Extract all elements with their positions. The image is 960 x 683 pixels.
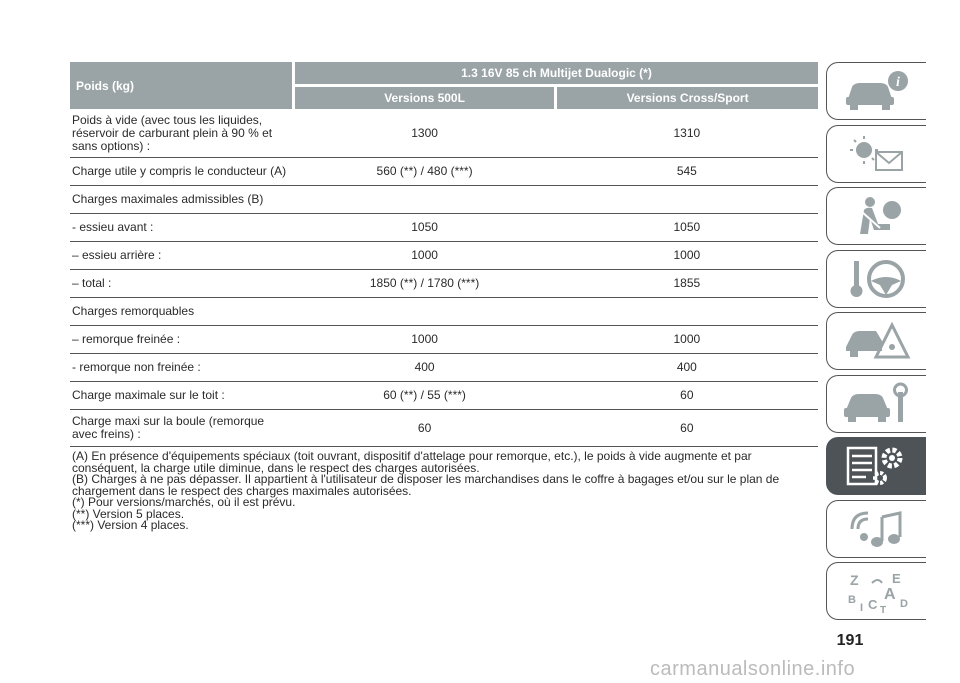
multimedia-icon [842, 507, 912, 551]
row-value-cross-sport [556, 186, 818, 214]
row-label: Charge maxi sur la boule (remorque avec freins) : [70, 410, 293, 447]
row-value-cross-sport: 1050 [556, 214, 818, 242]
row-label: - remorque non freinée : [70, 354, 293, 382]
watermark: carmanualsonline.info [650, 658, 856, 680]
table-row [70, 382, 818, 410]
row-value-cross-sport: 400 [556, 354, 818, 382]
footnotes [72, 451, 818, 532]
row-value-cross-sport: 545 [556, 158, 818, 186]
warning-lights-icon [842, 132, 912, 176]
row-value-500l: 1000 [293, 326, 555, 354]
key-steering-wheel-icon [842, 257, 912, 301]
tab-index[interactable] [826, 562, 926, 620]
table-row [70, 186, 818, 214]
row-value-500l [293, 186, 555, 214]
header-version-500l: Versions 500L [293, 86, 555, 110]
index-letter: T [879, 605, 886, 613]
header-engine: 1.3 16V 85 ch Multijet Dualogic (*) [293, 62, 818, 86]
row-value-cross-sport [556, 298, 818, 326]
tab-car-info[interactable] [826, 62, 926, 120]
row-value-cross-sport: 60 [556, 382, 818, 410]
table-row [70, 242, 818, 270]
car-info-icon [842, 69, 912, 113]
footnote-triple-star: (***) Version 4 places. [72, 518, 189, 532]
row-value-500l: 1050 [293, 214, 555, 242]
table-row [70, 298, 818, 326]
seatbelt-airbag-icon [842, 194, 912, 238]
index-letter: Z [849, 572, 859, 588]
row-value-500l: 400 [293, 354, 555, 382]
index-letter: A [883, 586, 896, 603]
index-letter: E [891, 571, 901, 586]
index-letter: C [867, 597, 877, 612]
svg-text:i: i [895, 75, 900, 90]
row-label: Charge maximale sur le toit : [70, 382, 293, 410]
tab-emergency[interactable] [826, 312, 926, 370]
row-value-cross-sport: 1000 [556, 242, 818, 270]
chapter-tabs [826, 62, 926, 625]
row-label: Charge utile y compris le conducteur (A) [70, 158, 293, 186]
table-row [70, 410, 818, 447]
row-label: - essieu avant : [70, 214, 293, 242]
index-letter: D [899, 598, 908, 610]
row-label: – total : [70, 270, 293, 298]
header-version-cross-sport: Versions Cross/Sport [556, 86, 818, 110]
row-value-cross-sport: 1310 [556, 109, 818, 158]
row-label: Charges remorquables [70, 298, 293, 326]
alphabetical-index-icon [842, 569, 912, 613]
row-value-cross-sport: 1855 [556, 270, 818, 298]
table-row [70, 270, 818, 298]
car-accident-icon [842, 319, 912, 363]
row-value-500l: 60 (**) / 55 (***) [293, 382, 555, 410]
weights-table [70, 62, 818, 447]
row-value-500l: 560 (**) / 480 (***) [293, 158, 555, 186]
table-row [70, 109, 818, 158]
row-value-500l: 1850 (**) / 1780 (***) [293, 270, 555, 298]
page-number: 191 [836, 632, 864, 649]
table-row [70, 158, 818, 186]
tab-key-steering[interactable] [826, 250, 926, 308]
index-letter: I [859, 602, 863, 613]
tab-multimedia[interactable] [826, 500, 926, 558]
table-row [70, 214, 818, 242]
footnote-a: (A) En présence d'équipements spéciaux (toit ouvrant, dispositif d'attelage pour remorque, etc.), le poids à vide augmente et par conséquent, la charge utile diminue, dans le respect des charges autorisées. [72, 449, 752, 475]
row-label: Charges maximales admissibles (B) [70, 186, 293, 214]
row-label: – remorque freinée : [70, 326, 293, 354]
tab-warning-lights[interactable] [826, 125, 926, 183]
row-value-cross-sport: 1000 [556, 326, 818, 354]
tab-maintenance[interactable] [826, 375, 926, 433]
tab-seatbelt-airbag[interactable] [826, 187, 926, 245]
row-label: Poids à vide (avec tous les liquides, réservoir de carburant plein à 90 % et sans options) : [70, 109, 293, 158]
row-value-500l: 60 [293, 410, 555, 447]
index-letter: B [847, 594, 856, 606]
footnote-star: (*) Pour versions/marchés, où il est prévu. [72, 495, 296, 509]
footnote-double-star: (**) Version 5 places. [72, 506, 185, 521]
technical-data-icon [842, 444, 912, 488]
row-value-500l: 1000 [293, 242, 555, 270]
row-value-cross-sport: 60 [556, 410, 818, 447]
row-value-500l: 1300 [293, 109, 555, 158]
row-value-500l [293, 298, 555, 326]
header-poids: Poids (kg) [70, 62, 293, 109]
row-label: – essieu arrière : [70, 242, 293, 270]
footnote-b: (B) Charges à ne pas dépasser. Il appartient à l'utilisateur de disposer les marchandises dans le coffre à bagages et/ou sur le plan de chargement dans le respect des charges maximales autorisées. [72, 472, 780, 498]
table-row [70, 354, 818, 382]
table-row [70, 326, 818, 354]
car-maintenance-icon [842, 382, 912, 426]
tab-technical-data[interactable] [826, 437, 926, 495]
